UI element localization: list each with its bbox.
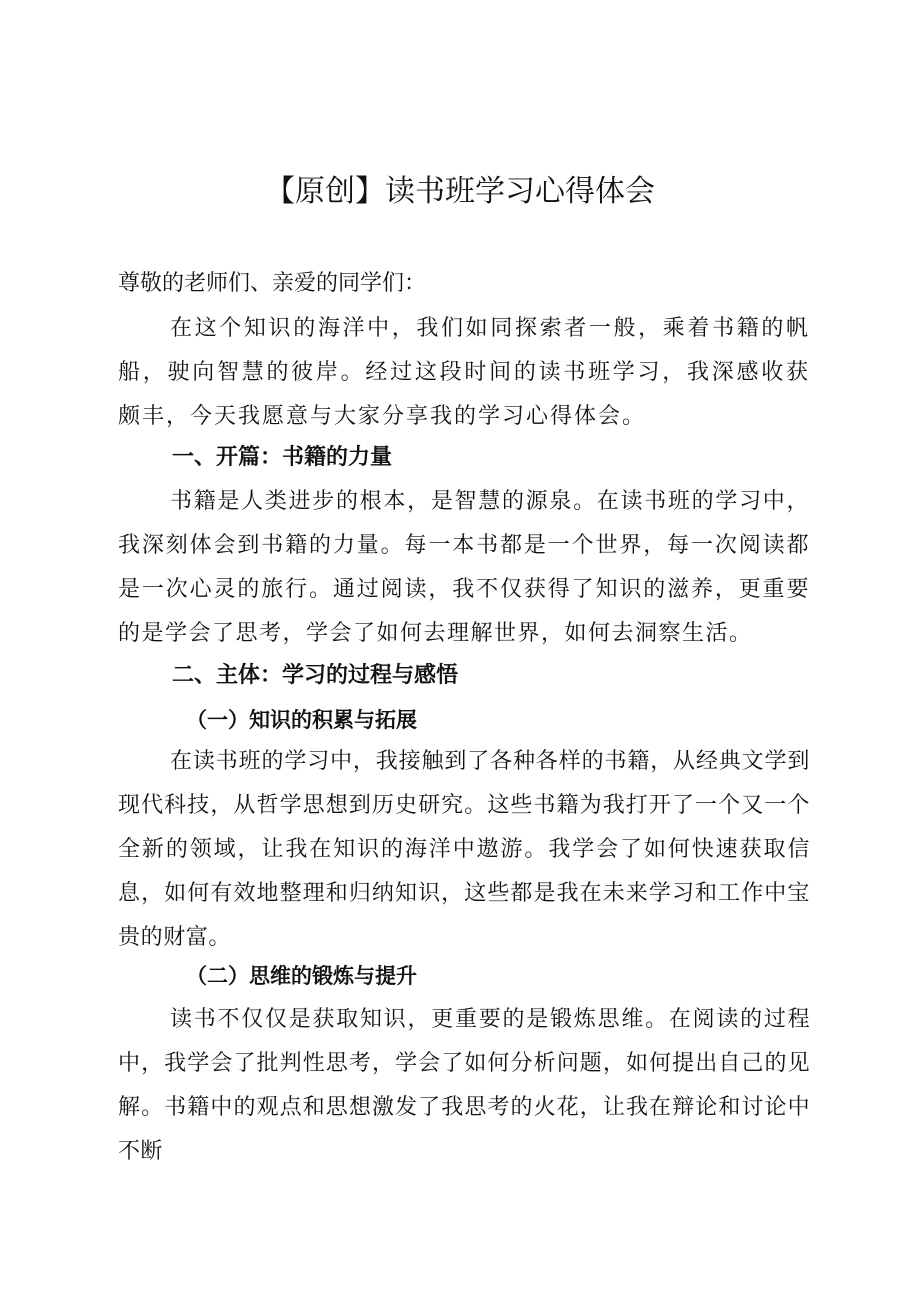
subsection-heading-1: （一）知识的积累与拓展 [186, 707, 417, 732]
intro-paragraph: 在这个知识的海洋中，我们如同探索者一般，乘着书籍的帆船，驶向智慧的彼岸。经过这段时间的读书班学习，我深感收获颇丰，今天我愿意与大家分享我的学习心得体会。 [118, 316, 810, 429]
subsection-2-paragraph: 读书不仅仅是获取知识，更重要的是锻炼思维。在阅读的过程中，我学会了批判性思考，学会了如何分析问题，如何提出自己的见解。书籍中的观点和思想激发了我思考的火花，让我在辩论和讨论中不断 [118, 1007, 810, 1164]
subsection-heading-2: （二）思维的锻炼与提升 [186, 963, 417, 988]
document-title: 【原创】读书班学习心得体会 [265, 174, 655, 209]
salutation: 尊敬的老师们、亲爱的同学们： [118, 271, 427, 296]
section-1-paragraph: 书籍是人类进步的根本，是智慧的源泉。在读书班的学习中，我深刻体会到书籍的力量。每一本书都是一个世界，每一次阅读都是一次心灵的旅行。通过阅读，我不仅获得了知识的滋养，更重要的是学会了思考，学会了如何去理解世界，如何去洞察生活。 [118, 489, 810, 646]
subsection-1-paragraph: 在读书班的学习中，我接触到了各种各样的书籍，从经典文学到现代科技，从哲学思想到历史研究。这些书籍为我打开了一个又一个全新的领域，让我在知识的海洋中遨游。我学会了如何快速获取信息，如何有效地整理和归纳知识，这些都是我在未来学习和工作中宝贵的财富。 [118, 749, 810, 950]
section-heading-2: 二、主体：学习的过程与感悟 [172, 663, 459, 688]
section-heading-1: 一、开篇：书籍的力量 [172, 445, 393, 470]
